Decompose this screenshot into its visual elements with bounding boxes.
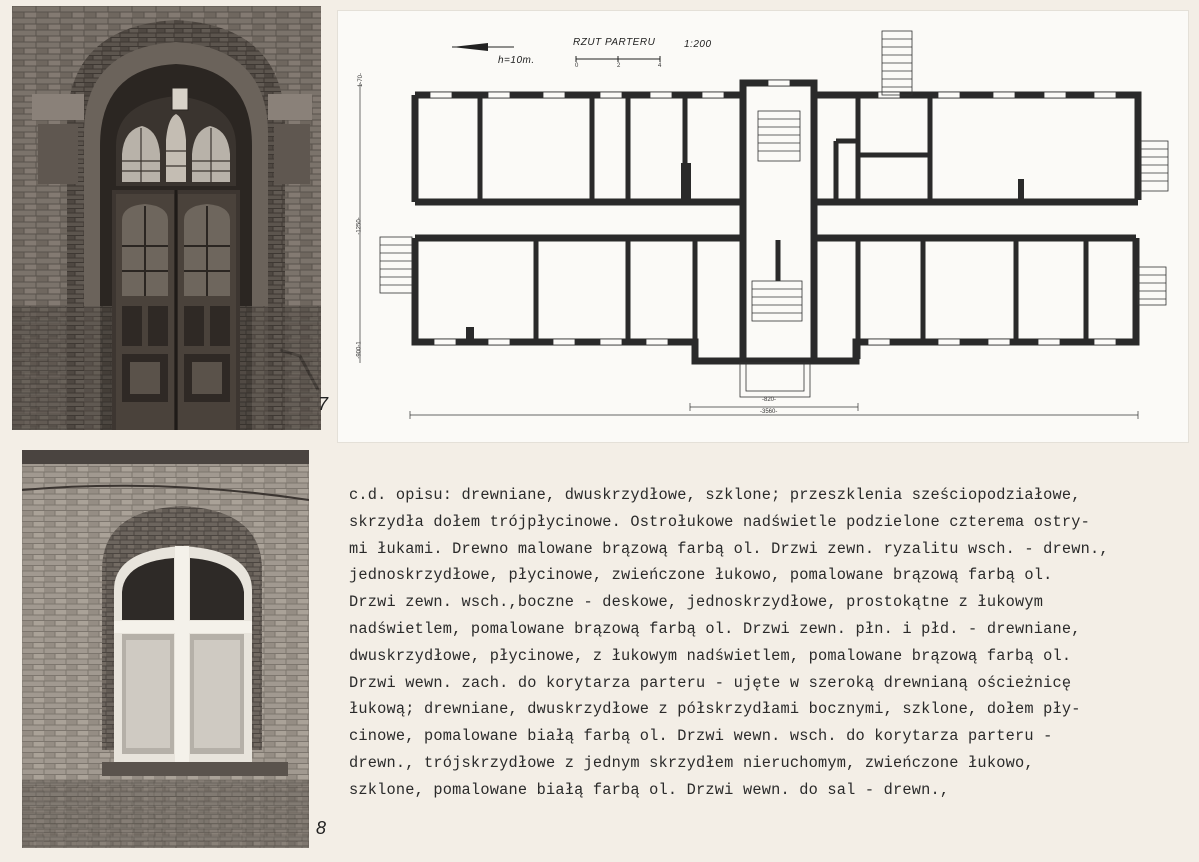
- scale-tick-0: 0: [575, 63, 579, 69]
- description-line: łukową; drewniane, dwuskrzydłowe z półskrzydłami bocznymi, szklone, dołem pły-: [349, 700, 1081, 719]
- dim-bottom-total: -3560-: [760, 409, 778, 415]
- photo-number-7: 7: [318, 394, 329, 414]
- description-line: Drzwi wewn. zach. do korytarza parteru - ujęte w szeroką drewnianą ościeżnicę: [349, 673, 1072, 692]
- plan-height-note: h=10m.: [498, 55, 535, 66]
- north-arrow-icon: [452, 43, 514, 51]
- scale-bar: [576, 56, 660, 62]
- description-line: mi łukami. Drewno malowane brązową farbą ol. Drzwi zewn. ryzalitu wsch. - drewn.,: [349, 539, 1109, 558]
- description-line: drewn., trójskrzydłowe z jednym skrzydłem nieruchomym, zwieńczone łukowo,: [349, 753, 1034, 772]
- scale-tick-2: 2: [617, 63, 621, 69]
- window-photo: [22, 450, 309, 848]
- door-photo: [12, 6, 321, 430]
- description-line: Drzwi zewn. wsch.,boczne - deskowe, jednoskrzydłowe, prostokątne z łukowym: [349, 593, 1044, 612]
- photo-number-8: 8: [316, 818, 327, 838]
- plan-scale: 1:200: [684, 39, 712, 50]
- dim-left-mid: -1250-: [356, 217, 363, 235]
- dim-left-top: 1-70-: [358, 72, 365, 88]
- scale-tick-4: 4: [658, 63, 662, 69]
- dim-left-bottom: -900-1: [356, 341, 363, 359]
- description-text: [349, 482, 1169, 804]
- description-line: c.d. opisu: drewniane, dwuskrzydłowe, szklone; przeszklenia sześciopodziałowe,: [349, 486, 1081, 504]
- description-line: jednoskrzydłowe, płycinowe, zwieńczone łukowo, pomalowane brązową farbą ol.: [349, 566, 1053, 585]
- dim-bottom-inner: -820-: [762, 397, 777, 403]
- floor-plan: [337, 10, 1189, 443]
- description-line: dwuskrzydłowe, płycinowe, z łukowym nadświetlem, pomalowane brązową farbą ol.: [349, 646, 1072, 665]
- plan-title: RZUT PARTERU: [573, 37, 656, 48]
- description-line: szklone, pomalowane białą farbą ol. Drzwi wewn. do sal - drewn.,: [349, 780, 950, 799]
- description-line: skrzydła dołem trójpłycinowe. Ostrołukowe nadświetle podzielone czterema ostry-: [349, 512, 1090, 531]
- description-line: cinowe, pomalowane białą farbą ol. Drzwi wewn. wsch. do korytarza parteru -: [349, 727, 1053, 746]
- description-line: nadświetlem, pomalowane brązową farbą ol. Drzwi zewn. płn. i płd. - drewniane,: [349, 619, 1081, 638]
